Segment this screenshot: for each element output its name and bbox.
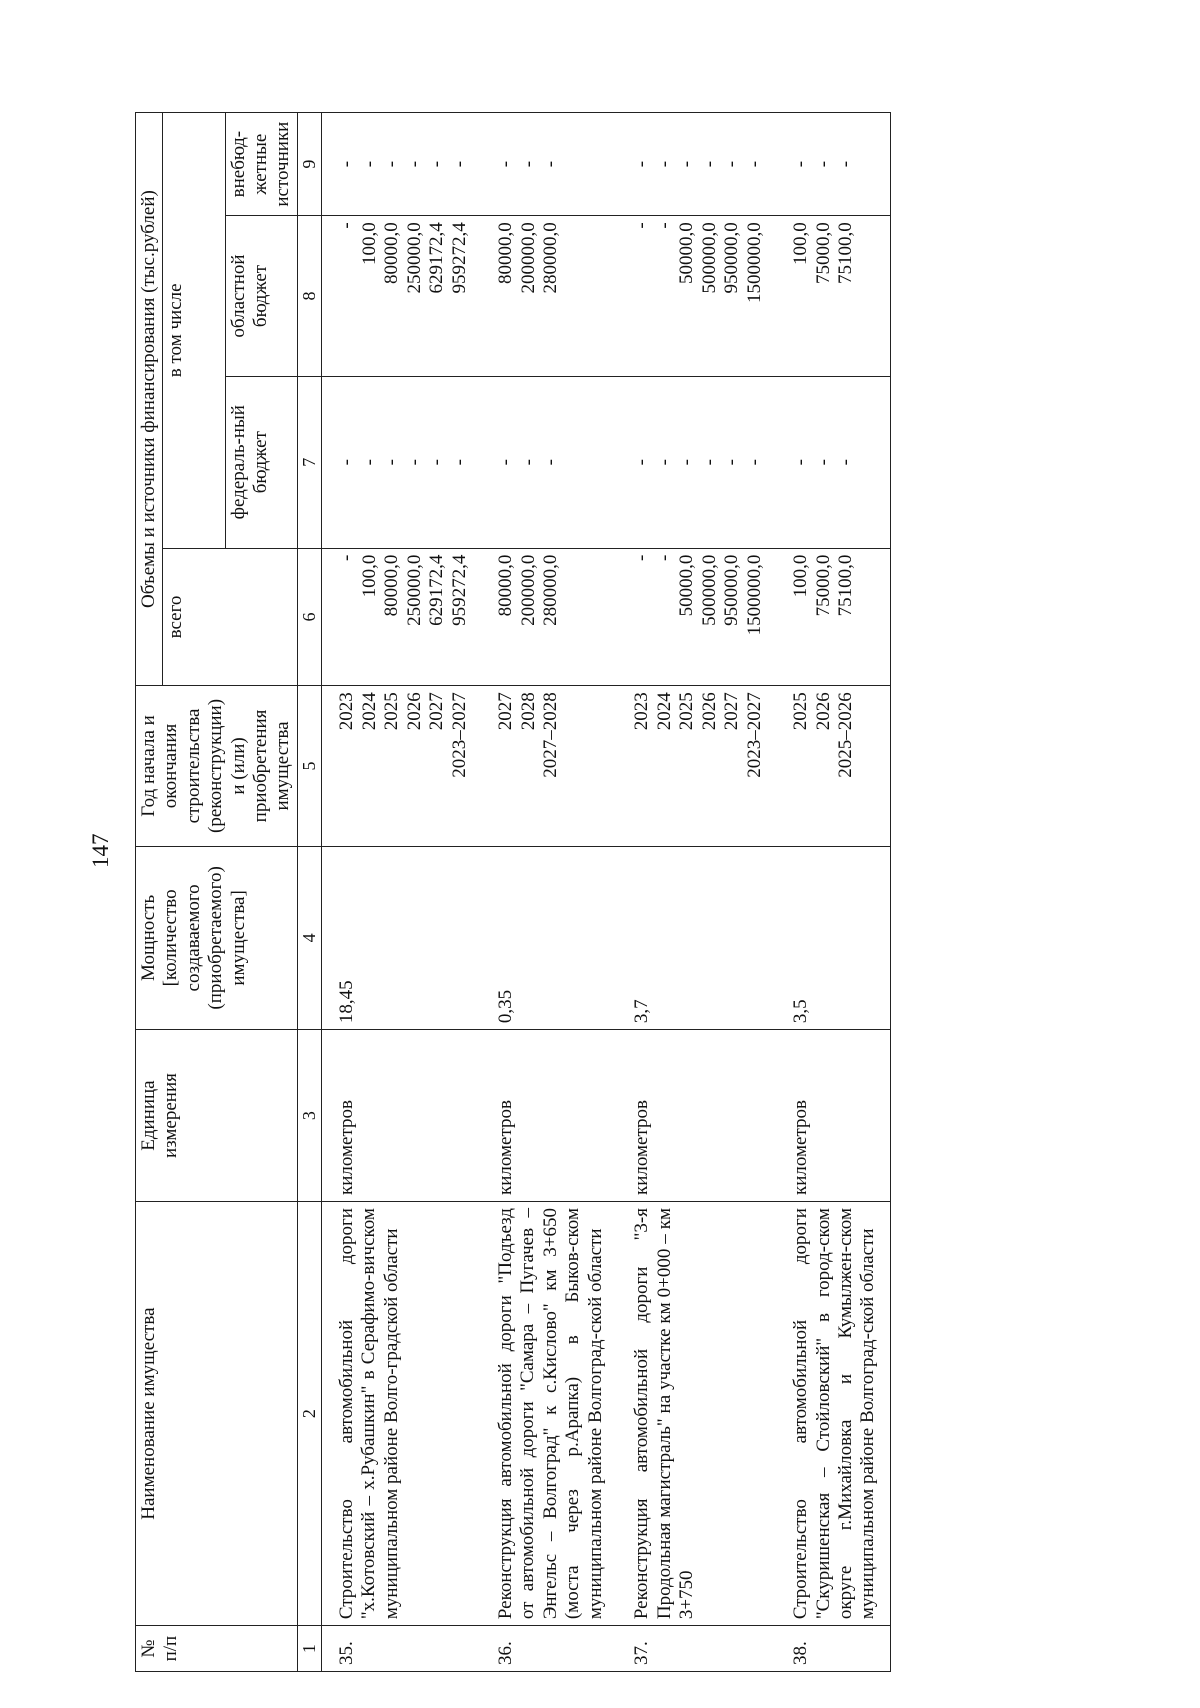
federal-value: - <box>448 459 470 466</box>
row-offbudget-list <box>481 113 617 216</box>
total-value: - <box>653 554 675 561</box>
offbudget-value: - <box>358 160 380 168</box>
header-unit: Единица измерения <box>136 1030 298 1202</box>
federal-value: - <box>517 459 539 466</box>
row-number: 37. <box>617 1626 776 1672</box>
table-row <box>617 113 776 1672</box>
column-number: 8 <box>297 216 321 376</box>
offbudget-value: - <box>676 160 698 168</box>
years-value: 2026 <box>812 692 834 731</box>
row-number: 38. <box>776 1626 890 1672</box>
total-value: 959272,4 <box>448 554 470 626</box>
total-value: 100,0 <box>358 554 380 598</box>
years-value: 2024 <box>653 692 675 731</box>
federal-value: - <box>540 459 562 466</box>
regional-value: 959272,4 <box>448 222 470 294</box>
regional-value: 100,0 <box>358 222 380 266</box>
rotated-table-page <box>135 112 1135 1672</box>
regional-value: 950000,0 <box>721 222 743 294</box>
offbudget-value: - <box>631 160 653 168</box>
row-federal-list <box>617 376 776 548</box>
regional-value: 500000,0 <box>698 222 720 294</box>
years-value: 2026 <box>403 692 425 731</box>
row-regional-list <box>322 216 482 376</box>
row-name: Реконструкция автомобильной дороги "3-я Продольная магистраль" на участке км 0+000 – км 3+750 <box>617 1202 776 1626</box>
offbudget-value: - <box>426 160 448 168</box>
federal-value: - <box>676 459 698 466</box>
offbudget-value: - <box>721 160 743 168</box>
header-financing-group: Объемы и источники финансирования (тыс.рублей) <box>136 113 163 686</box>
regional-value: 1500000,0 <box>743 222 765 304</box>
years-value: 2023 <box>336 692 358 731</box>
offbudget-value: - <box>790 160 812 168</box>
row-federal-list <box>776 376 890 548</box>
years-value: 2026 <box>698 692 720 731</box>
row-total-list <box>776 548 890 686</box>
federal-value: - <box>835 459 857 466</box>
row-number: 35. <box>322 1626 482 1672</box>
regional-value: 100,0 <box>790 222 812 266</box>
row-offbudget-list <box>776 113 890 216</box>
row-regional-list <box>776 216 890 376</box>
row-unit: километров <box>776 1030 890 1202</box>
federal-value: - <box>698 459 720 466</box>
offbudget-value: - <box>812 160 834 168</box>
row-years-list <box>776 686 890 846</box>
row-unit: километров <box>481 1030 617 1202</box>
column-numbers-row <box>297 113 321 1672</box>
regional-value: - <box>631 222 653 229</box>
years-value: 2023 <box>631 692 653 731</box>
row-offbudget-list <box>617 113 776 216</box>
row-unit: километров <box>322 1030 482 1202</box>
total-value: 75100,0 <box>835 554 857 617</box>
offbudget-value: - <box>698 160 720 168</box>
federal-value: - <box>631 459 653 466</box>
row-federal-list <box>481 376 617 548</box>
row-capacity: 0,35 <box>481 846 617 1029</box>
years-value: 2027 <box>426 692 448 731</box>
total-value: 50000,0 <box>676 554 698 617</box>
total-value: - <box>336 554 358 561</box>
total-value: 250000,0 <box>403 554 425 626</box>
years-value: 2025 <box>676 692 698 731</box>
years-value: 2025–2026 <box>835 692 857 778</box>
federal-value: - <box>426 459 448 466</box>
years-value: 2025 <box>381 692 403 731</box>
column-number: 2 <box>297 1202 321 1626</box>
offbudget-value: - <box>336 160 358 168</box>
federal-value: - <box>381 459 403 466</box>
column-number: 6 <box>297 548 321 686</box>
offbudget-value: - <box>653 160 675 168</box>
header-years: Год начала и окончания строительства (реконструкции) и (или) приобретения имущества <box>136 686 298 846</box>
header-offbudget: внебюд-жетные источники <box>225 113 297 216</box>
row-capacity: 3,5 <box>776 846 890 1029</box>
row-total-list <box>322 548 482 686</box>
offbudget-value: - <box>381 160 403 168</box>
table-row <box>776 113 890 1672</box>
header-name: Наименование имущества <box>136 1202 298 1626</box>
total-value: 629172,4 <box>426 554 448 626</box>
header-including: в том числе <box>163 113 225 549</box>
row-total-list <box>617 548 776 686</box>
regional-value: 75100,0 <box>835 222 857 285</box>
header-capacity: Мощность [количество создаваемого (приобретаемого) имущества] <box>136 846 298 1029</box>
row-years-list <box>617 686 776 846</box>
row-total-list <box>481 548 617 686</box>
total-value: 100,0 <box>790 554 812 598</box>
offbudget-value: - <box>835 160 857 168</box>
regional-value: 250000,0 <box>403 222 425 294</box>
federal-value: - <box>812 459 834 466</box>
offbudget-value: - <box>495 160 517 168</box>
row-years-list <box>481 686 617 846</box>
header-number: № п/п <box>136 1626 298 1672</box>
federal-value: - <box>721 459 743 466</box>
column-number: 4 <box>297 846 321 1029</box>
row-unit: километров <box>617 1030 776 1202</box>
table-row <box>322 113 482 1672</box>
federal-value: - <box>358 459 380 466</box>
row-number: 36. <box>481 1626 617 1672</box>
offbudget-value: - <box>540 160 562 168</box>
years-value: 2023–2027 <box>743 692 765 778</box>
federal-value: - <box>495 459 517 466</box>
regional-value: 75000,0 <box>812 222 834 285</box>
row-years-list <box>322 686 482 846</box>
row-capacity: 18,45 <box>322 846 482 1029</box>
regional-value: - <box>336 222 358 229</box>
column-number: 7 <box>297 376 321 548</box>
column-number: 3 <box>297 1030 321 1202</box>
offbudget-value: - <box>743 160 765 168</box>
regional-value: - <box>653 222 675 229</box>
regional-value: 200000,0 <box>517 222 539 294</box>
total-value: 80000,0 <box>495 554 517 617</box>
offbudget-value: - <box>403 160 425 168</box>
total-value: 80000,0 <box>381 554 403 617</box>
row-name: Реконструкция автомобильной дороги "Подъезд от автомобильной дороги "Самара – Пугачев – Энгельс – Волгоград" к с.Кислово" км 3+650 (моста через р.Арапка) в Быков-ском муниципальном районе Волгоград-ской области <box>481 1202 617 1626</box>
table-row <box>481 113 617 1672</box>
column-number: 1 <box>297 1626 321 1672</box>
years-value: 2024 <box>358 692 380 731</box>
total-value: 950000,0 <box>721 554 743 626</box>
years-value: 2023–2027 <box>448 692 470 778</box>
table-body <box>322 113 891 1672</box>
federal-value: - <box>403 459 425 466</box>
years-value: 2027 <box>495 692 517 731</box>
property-table <box>135 112 891 1672</box>
header-total: всего <box>163 548 297 686</box>
offbudget-value: - <box>517 160 539 168</box>
years-value: 2025 <box>790 692 812 731</box>
total-value: 1500000,0 <box>743 554 765 636</box>
header-regional: областной бюджет <box>225 216 297 376</box>
total-value: 75000,0 <box>812 554 834 617</box>
total-value: 280000,0 <box>540 554 562 626</box>
row-offbudget-list <box>322 113 482 216</box>
total-value: 200000,0 <box>517 554 539 626</box>
row-capacity: 3,7 <box>617 846 776 1029</box>
row-regional-list <box>617 216 776 376</box>
row-federal-list <box>322 376 482 548</box>
years-value: 2027–2028 <box>540 692 562 778</box>
regional-value: 80000,0 <box>495 222 517 285</box>
federal-value: - <box>336 459 358 466</box>
regional-value: 280000,0 <box>540 222 562 294</box>
regional-value: 629172,4 <box>426 222 448 294</box>
regional-value: 50000,0 <box>676 222 698 285</box>
total-value: - <box>631 554 653 561</box>
years-value: 2028 <box>517 692 539 731</box>
offbudget-value: - <box>448 160 470 168</box>
row-name: Строительство автомобильной дороги "Скуришенская – Стойловский" в город-ском округе г.Михайловка и Кумылжен-ском муниципальном районе Волгоград-ской области <box>776 1202 890 1626</box>
row-name: Строительство автомобильной дороги "х.Котовский – х.Рубашкин" в Серафимо-вичском муниципальном районе Волго-градской области <box>322 1202 482 1626</box>
regional-value: 80000,0 <box>381 222 403 285</box>
federal-value: - <box>790 459 812 466</box>
column-number: 5 <box>297 686 321 846</box>
column-number: 9 <box>297 113 321 216</box>
federal-value: - <box>653 459 675 466</box>
federal-value: - <box>743 459 765 466</box>
row-regional-list <box>481 216 617 376</box>
page-number: 147 <box>88 833 113 868</box>
years-value: 2027 <box>721 692 743 731</box>
total-value: 500000,0 <box>698 554 720 626</box>
header-federal: федераль-ный бюджет <box>225 376 297 548</box>
